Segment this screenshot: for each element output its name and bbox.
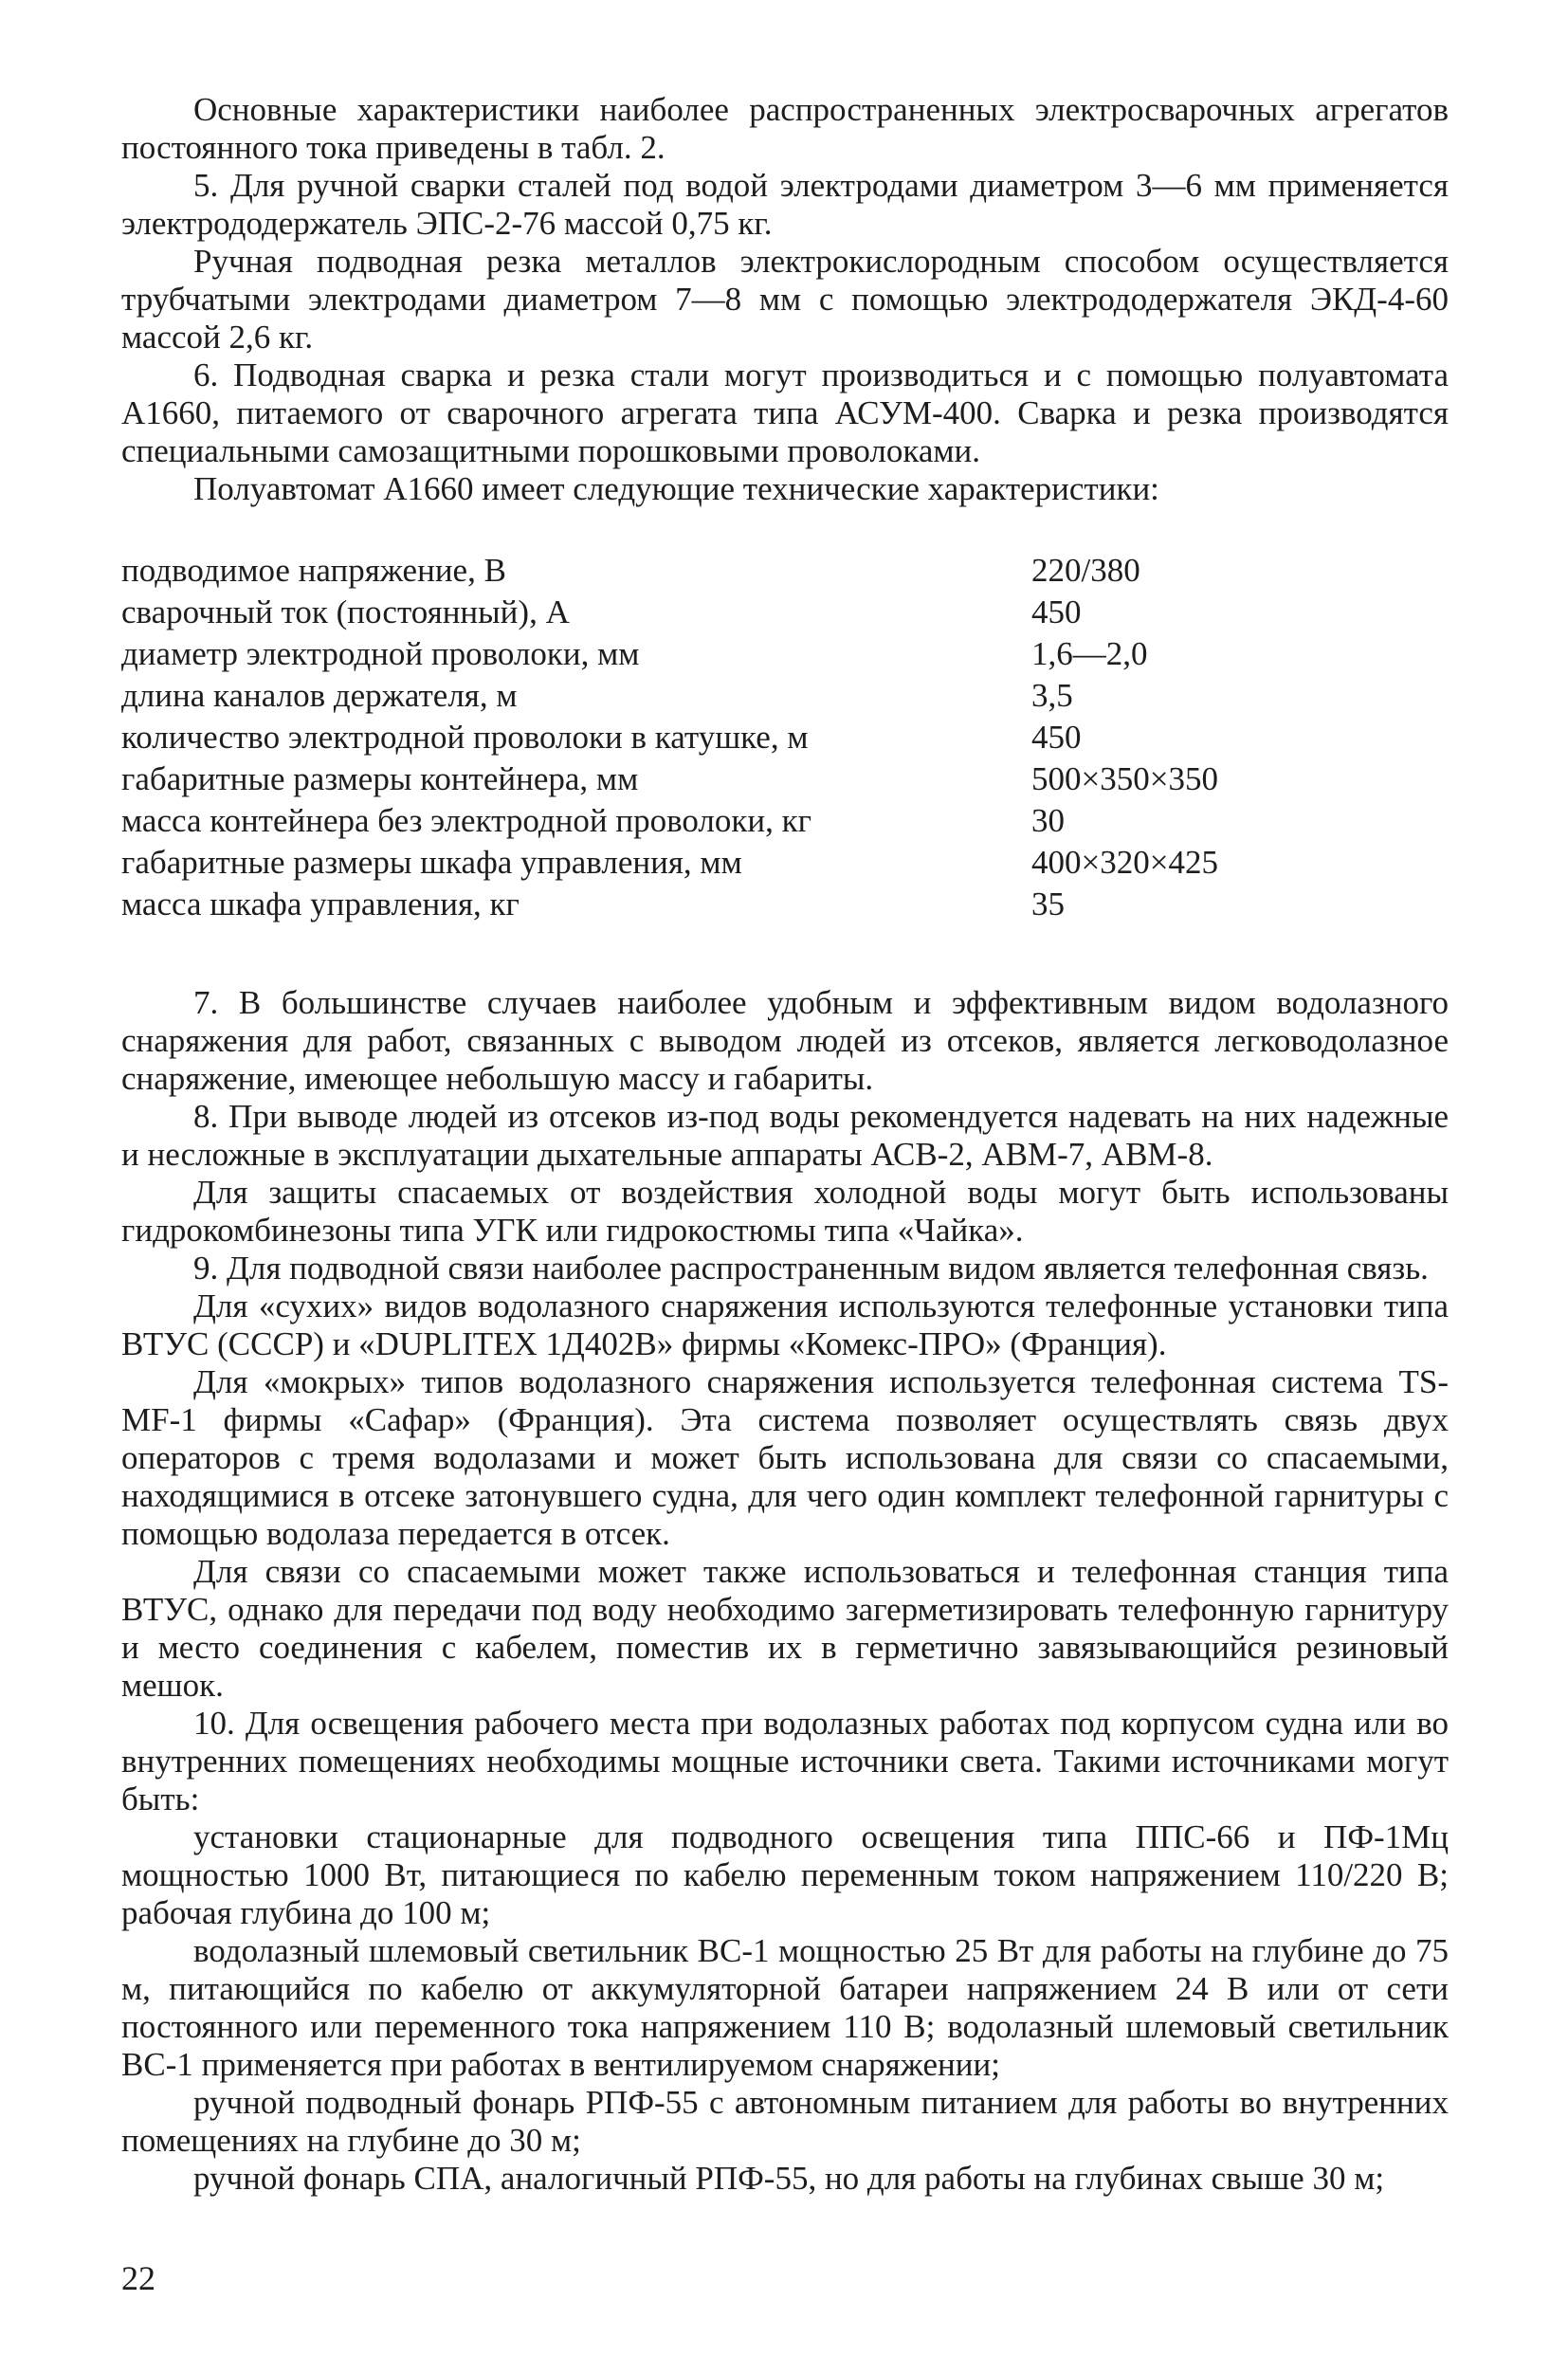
spec-value: 1,6—2,0 (1031, 635, 1148, 672)
paragraph: 9. Для подводной связи наиболее распространенным видом является телефонная связь. (193, 1250, 1429, 1287)
spec-value: 35 (1031, 886, 1065, 922)
spec-label: длина каналов держателя, м (121, 677, 518, 714)
paragraph: Ручная подводная резка металлов электрокислородным способом осуществляется трубчатыми электродами диаметром 7—8 мм с помощью электрододержателя ЭКД-4-60 массой 2,6 кг. (121, 243, 1449, 356)
spec-row (121, 677, 1297, 719)
spec-value: 400×320×425 (1031, 844, 1218, 881)
spec-label: масса шкафа управления, кг (121, 886, 520, 922)
spec-value: 220/380 (1031, 552, 1140, 589)
paragraph: Для связи со спасаемыми может также использоваться и телефонная станция типа ВТУС, однако для передачи под воду необходимо загерметизировать телефонную гарнитуру и место соединения с кабелем, поместив их в герметично завязывающийся резиновый мешок. (121, 1553, 1449, 1704)
spec-value: 450 (1031, 719, 1082, 756)
paragraph: ручной фонарь СПА, аналогичный РПФ-55, но для работы на глубинах свыше 30 м; (193, 2160, 1385, 2197)
spec-value: 500×350×350 (1031, 760, 1218, 797)
paragraph: Для «мокрых» типов водолазного снаряжения используется телефонная система TS-MF-1 фирмы «Сафар» (Франция). Эта система позволяет осуществлять связь двух операторов с тремя водолазами и может быть использована для связи со спасаемыми, находящимися в отсеке затонувшего судна, для чего один комплект телефонной гарнитуры с помощью водолаза передается в отсек. (121, 1363, 1449, 1552)
paragraph: Для защиты спасаемых от воздействия холодной воды могут быть использованы гидрокомбинезоны типа УГК или гидрокостюмы типа «Чайка». (121, 1174, 1449, 1249)
page-body (121, 91, 1449, 2198)
spec-value: 450 (1031, 594, 1082, 630)
spec-row (121, 552, 1297, 594)
spec-row (121, 719, 1297, 760)
paragraph: 5. Для ручной сварки сталей под водой электродами диаметром 3—6 мм применяется электрододержатель ЭПС-2-76 массой 0,75 кг. (121, 167, 1449, 242)
paragraph: 7. В большинстве случаев наиболее удобным и эффективным видом водолазного снаряжения для работ, связанных с выводом людей из отсеков, является легководолазное снаряжение, имеющее небольшую массу и габариты. (121, 984, 1449, 1097)
spec-row (121, 844, 1297, 886)
paragraph: Для «сухих» видов водолазного снаряжения используются телефонные установки типа ВТУС (СССР) и «DUPLITEX 1Д402В» фирмы «Комекс-ПРО» (Франция). (121, 1287, 1449, 1362)
spec-value: 3,5 (1031, 677, 1073, 714)
paragraph: Основные характеристики наиболее распространенных электросварочных агрегатов постоянного тока приведены в табл. 2. (121, 91, 1449, 166)
spec-row (121, 886, 1297, 927)
paragraph: установки стационарные для подводного освещения типа ППС-66 и ПФ-1Мц мощностью 1000 Вт, питающиеся по кабелю переменным током напряжением 110/220 В; рабочая глубина до 100 м; (121, 1818, 1449, 1931)
paragraph: Полуавтомат А1660 имеет следующие технические характеристики: (193, 470, 1159, 507)
spec-row (121, 760, 1297, 802)
paragraph: 8. При выводе людей из отсеков из-под воды рекомендуется надевать на них надежные и несложные в эксплуатации дыхательные аппараты АСВ-2, АВМ-7, АВМ-8. (121, 1098, 1449, 1173)
paragraph: ручной подводный фонарь РПФ-55 с автономным питанием для работы во внутренних помещениях на глубине до 30 м; (121, 2084, 1449, 2159)
spec-label: диаметр электродной проволоки, мм (121, 635, 640, 672)
paragraph: 6. Подводная сварка и резка стали могут производиться и с помощью полуавтомата А1660, питаемого от сварочного агрегата типа АСУМ-400. Сварка и резка производятся специальными самозащитными порошковыми проволоками. (121, 356, 1449, 469)
spec-label: масса контейнера без электродной проволоки, кг (121, 802, 811, 839)
spec-label: габаритные размеры контейнера, мм (121, 760, 639, 797)
spec-label: количество электродной проволоки в катушке, м (121, 719, 809, 756)
spec-value: 30 (1031, 802, 1065, 839)
paragraph: 10. Для освещения рабочего места при водолазных работах под корпусом судна или во внутренних помещениях необходимы мощные источники света. Такими источниками могут быть: (121, 1705, 1449, 1817)
spec-label: подводимое напряжение, В (121, 552, 506, 589)
spec-row (121, 594, 1297, 635)
specs-table (121, 552, 1297, 927)
spec-row (121, 802, 1297, 844)
page-number: 22 (121, 2259, 155, 2297)
spec-label: сварочный ток (постоянный), А (121, 594, 570, 630)
paragraph: водолазный шлемовый светильник ВС-1 мощностью 25 Вт для работы на глубине до 75 м, питающийся по кабелю от аккумуляторной батареи напряжением 24 В или от сети постоянного или переменного тока напряжением 110 В; водолазный шлемовый светильник ВС-1 применяется при работах в вентилируемом снаряжении; (121, 1932, 1449, 2083)
spec-row (121, 635, 1297, 677)
spec-label: габаритные размеры шкафа управления, мм (121, 844, 742, 881)
